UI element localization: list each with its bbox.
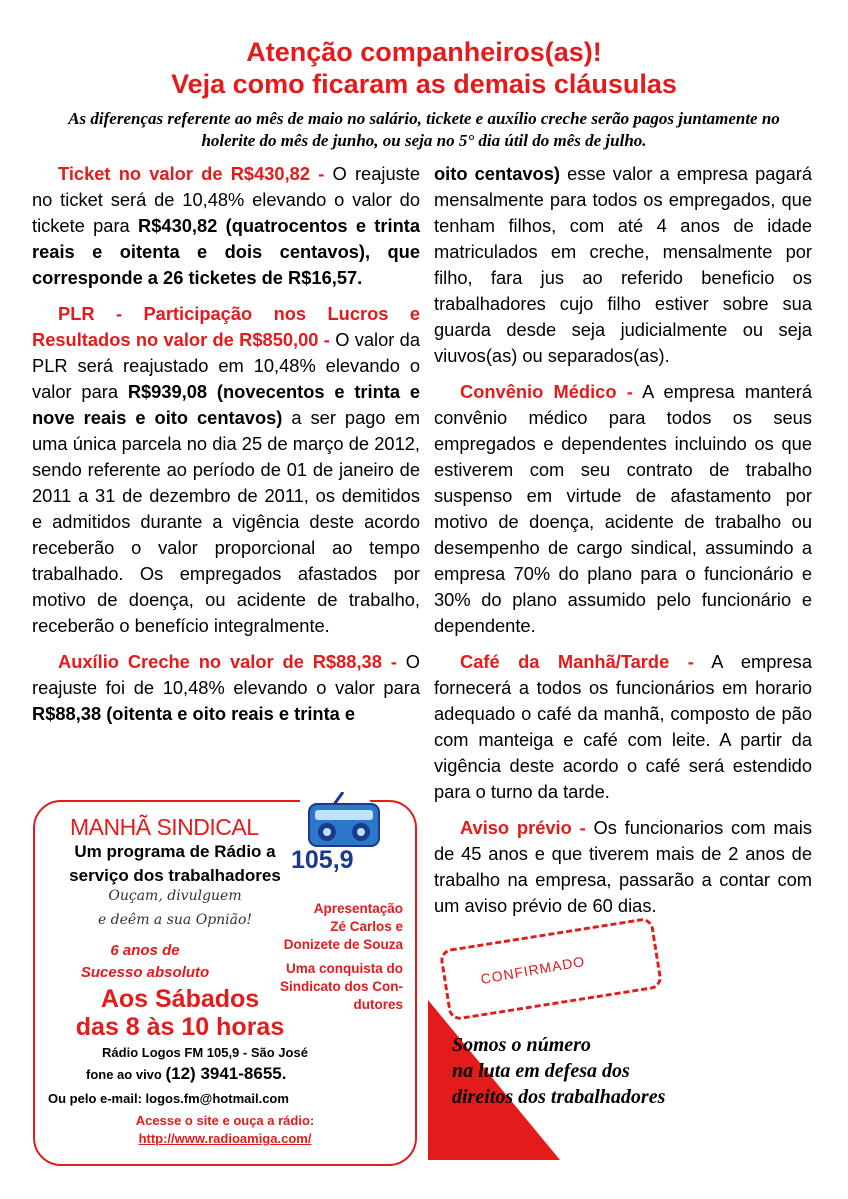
conquest-line3: dutores bbox=[353, 997, 403, 1012]
presenters bbox=[255, 900, 403, 954]
radio-icon bbox=[305, 792, 383, 850]
years-line2: Sucesso absoluto bbox=[80, 964, 210, 981]
program-name: MANHÃ SINDICAL bbox=[70, 814, 259, 840]
handwritten-line1: Ouçam, divulguem bbox=[108, 888, 242, 904]
plr-text: O valor da PLR será reajustado em 10,48% elevando o valor para bbox=[32, 329, 421, 402]
aviso-clause bbox=[434, 815, 812, 919]
ticket-text: O reajuste no ticket será de 10,48% elevando o valor do tickete para bbox=[32, 163, 420, 236]
email-line: Ou pelo e-mail: logos.fm@hotmail.com bbox=[48, 1091, 289, 1106]
broadcast-hours: das 8 às 10 horas bbox=[75, 1013, 285, 1041]
site-link[interactable]: http://www.radioamiga.com/ bbox=[138, 1131, 312, 1146]
program-description bbox=[40, 840, 310, 888]
plr-heading: PLR - Participação nos Lucros e Resultados no valor de R$850,00 - bbox=[32, 303, 420, 350]
plr-value: R$939,08 (novecentos e trinta e nove reais e oito centavos) bbox=[32, 381, 420, 428]
page-subtitle: Veja como ficaram as demais cláusulas bbox=[171, 69, 677, 99]
years-line1: 6 anos de bbox=[110, 942, 180, 959]
creche-clause bbox=[32, 649, 420, 727]
confirmed-stamp-text: CONFIRMADO bbox=[479, 952, 587, 988]
slogan-line3: direitos dos trabalhadores bbox=[452, 1086, 666, 1108]
site-label: Acesse o site e ouça a rádio: bbox=[135, 1113, 315, 1128]
creche-continued bbox=[434, 161, 812, 369]
station-name: Rádio Logos FM 105,9 - São José bbox=[102, 1045, 308, 1060]
creche-heading: Auxílio Creche no valor de R$88,38 - bbox=[58, 651, 397, 672]
conquest-line2: Sindicato dos Con- bbox=[280, 979, 403, 994]
aviso-heading: Aviso prévio - bbox=[460, 817, 586, 838]
phone-number: (12) 3941-8655. bbox=[165, 1064, 287, 1083]
right-column bbox=[434, 161, 812, 929]
program-description-line2: serviço dos trabalhadores bbox=[69, 866, 281, 885]
slogan-line1: Somos o número bbox=[452, 1034, 591, 1056]
creche-value-cont: oito centavos) bbox=[434, 163, 560, 184]
site-block bbox=[40, 1112, 410, 1148]
ticket-heading: Ticket no valor de R$430,82 - bbox=[58, 163, 325, 184]
presenters-line3: Donizete de Souza bbox=[283, 937, 403, 952]
presenters-line1: Apresentação bbox=[313, 901, 403, 916]
convenio-text: A empresa manterá convênio médico para todos os seus empregados e dependentes incluindo os que estiverem com seu contrato de trabalho suspenso em virtude de afastamento por motivo de doença, acidente de trabalho ou desempenho de cargo sindical, assumindo a empresa 70% do plano para o funcionário e 30% do plano assumido pelo funcionário e dependente. bbox=[434, 381, 812, 636]
cafe-text: A empresa fornecerá a todos os funcionários em horario adequado o café da manhã, composto de pão com manteiga e café com leite. A partir da vigência deste acordo o café será estendido para o turno da tarde. bbox=[434, 651, 812, 802]
program-description-line1: Um programa de Rádio a bbox=[74, 842, 276, 861]
cafe-clause bbox=[434, 649, 812, 805]
conquest-line1: Uma conquista do bbox=[285, 961, 403, 976]
left-column bbox=[32, 161, 420, 737]
handwritten-line2: e deêm a sua Opnião! bbox=[97, 912, 253, 928]
aviso-text: Os funcionarios com mais de 45 anos e que tiverem mais de 2 anos de trabalho na empresa, passarão a contar com um aviso prévio de 60 dias. bbox=[434, 817, 812, 916]
ticket-clause bbox=[32, 161, 420, 291]
plr-clause bbox=[32, 301, 420, 639]
intro-note: As diferenças referente ao mês de maio no salário, tickete e auxílio creche serão pagos juntamente no holerite do mês de junho, ou seja no 5° dia útil do mês de julho. bbox=[68, 109, 780, 150]
broadcast-days: Aos Sábados bbox=[100, 985, 260, 1013]
creche-text: O reajuste foi de 10,48% elevando o valor para bbox=[32, 651, 420, 698]
phone-line bbox=[86, 1064, 286, 1085]
slogan bbox=[452, 1032, 665, 1110]
convenio-clause bbox=[434, 379, 812, 639]
creche-text-2: esse valor a empresa pagará mensalmente para todos os empregados, que tenham filhos, com até 4 anos de idade matriculados em creche, mensalmente por filho, fara jus ao referido beneficio os trabalhadores cujo filho estiver sobre sua guarda desde seja judicialmente ou seja viuvos(as) ou separados(as). bbox=[434, 163, 812, 366]
phone-label: fone ao vivo bbox=[86, 1067, 162, 1082]
presenters-line2: Zé Carlos e bbox=[330, 919, 403, 934]
creche-value: R$88,38 (oitenta e oito reais e trinta e bbox=[32, 703, 356, 724]
slogan-line2: na luta em defesa dos bbox=[452, 1060, 630, 1082]
radio-frequency: 105,9 bbox=[291, 846, 354, 874]
cafe-heading: Café da Manhã/Tarde - bbox=[460, 651, 694, 672]
ticket-value: R$430,82 (quatrocentos e trinta reais e oitenta e dois centavos), que corresponde a 26 ticketes de R$16,57. bbox=[32, 215, 420, 288]
plr-text-2: a ser pago em uma única parcela no dia 25 de março de 2012, sendo referente ao período de 01 de janeiro de 2011 a 31 de dezembro de 2011, os demitidos e admitidos durante a vigência deste acordo receberão o valor proporcional ao tempo trabalhado. Os empregados afastados por motivo de doença, ou acidente de trabalho, receberão o benefício integralmente. bbox=[32, 407, 420, 636]
convenio-heading: Convênio Médico - bbox=[460, 381, 633, 402]
years-success bbox=[40, 940, 250, 984]
page-title: Atenção companheiros(as)! bbox=[246, 37, 602, 67]
